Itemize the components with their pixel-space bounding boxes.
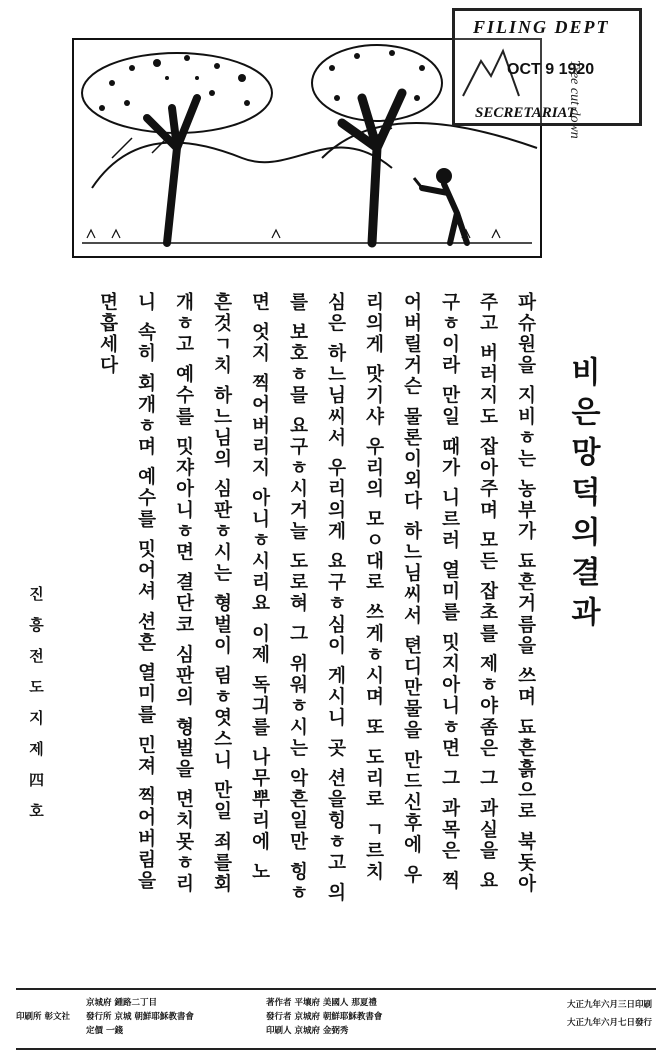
stamp-section: SECRETARIAT	[475, 105, 576, 121]
body-column: 개ㅎ고 예수를 밋쟈아니ㅎ면 결단코 심판의 형벌을 면치못ㅎ리	[173, 292, 194, 895]
tract-number: 진흥전도지제四호	[27, 586, 45, 834]
price-line: 定價 一錢	[86, 1026, 123, 1036]
body-column: 면흡세다	[97, 292, 118, 377]
body-column: 면 엇지 찍어버리지 아니ㅎ시리요 이제 독긔를 나무뿌리에 노	[249, 292, 270, 883]
colophon	[16, 992, 656, 1044]
footer-rule-top	[16, 988, 656, 990]
body-column: 어버릴거슨 물론이외다 하느님씨서 텬디만물을 만드신후에 우	[401, 292, 422, 886]
stamp-title: FILING DEPT	[473, 17, 610, 37]
stamp-date: OCT 9 1920	[507, 61, 595, 78]
body-column: 니 속히 회개ㅎ며 예수를 밋어셔 션흔 열미를 민져 찍어버림을	[135, 292, 156, 892]
body-column: 심은 하느님씨서 우리의게 요구ㅎ심이 게시니 곳 션을힝ㅎ고 의	[325, 292, 346, 904]
body-column: 리의게 맛기샤 우리의 모ㅇ대로 쓰게ㅎ시며 또 도리로 ㄱ르치	[363, 292, 384, 883]
body-column: 구ㅎ이라 만일 때가 니르러 열미를 밋지아니ㅎ면 그 과목은 찍	[439, 292, 460, 892]
print-shop-line: 印刷所 彰文社	[16, 1012, 70, 1022]
body-column: 흔것ㄱ치 하느님의 심판ㅎ시는 형벌이 림ㅎ엿스니 만일 죄를회	[211, 292, 232, 895]
print-date: 大正九年六月三日印刷	[566, 1000, 652, 1010]
body-column: 를 보호ㅎ믈 요구ㅎ시거늘 도로혀 그 위워ㅎ시는 악흔일만 힝ㅎ	[287, 292, 308, 904]
filing-stamp	[452, 8, 642, 126]
author-line: 著作者 平壤府 美國人 那夏禮	[266, 998, 377, 1008]
body-column: 주고 버러지도 잡아주며 모든 잡초를 제ㅎ야좀은 그 과실을 요	[477, 292, 498, 892]
address-line: 京城府 鍾路二丁目	[86, 998, 157, 1008]
footer-rule-bottom	[16, 1048, 656, 1050]
body-column: 파슈원을 지비ㅎ는 농부가 됴흔거름을 쓰며 됴흔흙으로 북돗아	[515, 292, 536, 895]
printer-line: 印刷人 京城府 金弼秀	[266, 1026, 349, 1036]
issue-date: 大正九年六月七日發行	[566, 1018, 652, 1028]
publisher-line: 發行者 京城府 朝鮮耶穌教書會	[266, 1012, 383, 1022]
article-title: 비은망덕의결과	[565, 356, 600, 636]
illustration-caption: Tree cut down	[567, 60, 582, 139]
publishing-house-line: 發行所 京城 朝鮮耶穌教書會	[86, 1012, 194, 1022]
